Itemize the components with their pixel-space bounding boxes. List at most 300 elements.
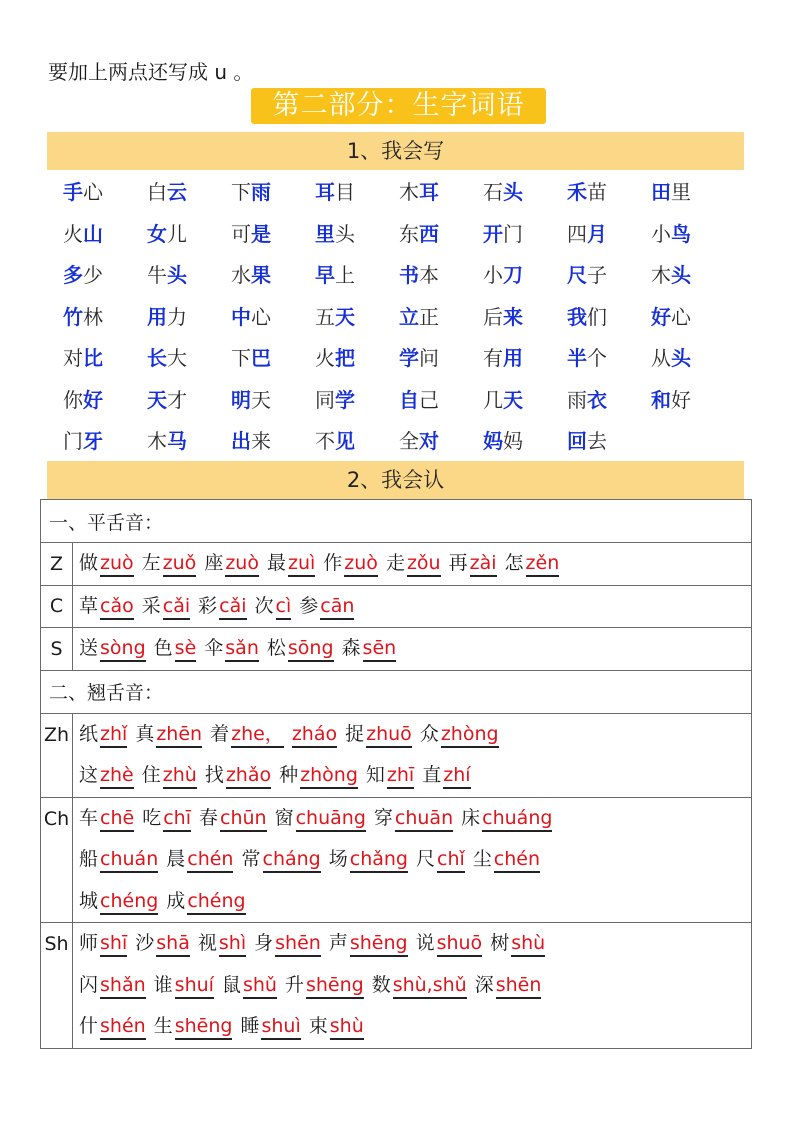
word-char: 头 [671, 346, 691, 371]
word-char: 回 [567, 429, 587, 454]
hanzi: 什 [79, 1015, 99, 1037]
pinyin-answer: chuáng [482, 806, 552, 832]
word-char: 书 [399, 263, 419, 288]
hanzi: 说 [415, 932, 435, 954]
word-char: 把 [335, 346, 355, 371]
group-content [73, 797, 752, 923]
word-item [399, 301, 483, 330]
pinyin-answer: zhī [387, 763, 414, 789]
curled-header: 二、翘舌音： [41, 670, 752, 713]
word-char: 妈 [483, 429, 503, 454]
pinyin-answer: shēng [350, 931, 408, 957]
group-key: S [41, 628, 73, 671]
hanzi: 沙 [135, 932, 155, 954]
word-char: 自 [399, 387, 419, 412]
word-item [567, 384, 651, 413]
word-item [399, 425, 483, 454]
pinyin-line [79, 923, 751, 965]
pinyin-line [79, 714, 751, 756]
hanzi: 吃 [142, 806, 162, 829]
word-char: 己 [419, 387, 439, 412]
word-item [567, 342, 651, 371]
hanzi: 视 [197, 932, 217, 954]
hanzi: 深 [474, 973, 494, 996]
hanzi: 升 [284, 973, 304, 996]
word-item [147, 342, 231, 371]
word-char: 比 [83, 346, 103, 371]
word-char: 少 [83, 263, 103, 288]
word-char: 天 [335, 304, 355, 329]
word-char: 石 [483, 180, 503, 205]
pinyin-answer: zuò [344, 551, 378, 577]
pinyin-answer: shuō [437, 931, 483, 957]
word-char: 明 [231, 387, 251, 412]
word-char: 学 [399, 346, 419, 371]
word-item [315, 176, 399, 205]
word-item [231, 301, 315, 330]
pinyin-answer: zháo [292, 722, 337, 748]
word-char: 西 [419, 221, 439, 246]
word-char: 半 [567, 346, 587, 371]
word-char: 火 [315, 346, 335, 371]
word-item [651, 218, 735, 247]
pinyin-answer: shēn [275, 931, 321, 957]
word-char: 才 [167, 387, 187, 412]
word-item [315, 425, 399, 454]
word-char: 用 [147, 304, 167, 329]
hanzi: 闪 [79, 973, 99, 996]
word-char: 是 [251, 221, 271, 246]
pinyin-line [79, 755, 751, 797]
word-char: 门 [63, 429, 83, 454]
hanzi: 生 [153, 1015, 173, 1037]
curled-header-row [41, 670, 752, 713]
word-char: 开 [483, 221, 503, 246]
word-char: 雨 [251, 180, 271, 205]
word-char: 雨 [567, 387, 587, 412]
word-char: 用 [503, 346, 523, 371]
word-char: 竹 [63, 304, 83, 329]
word-item [63, 342, 147, 371]
pinyin-line [79, 586, 751, 628]
hanzi: 知 [365, 764, 385, 786]
hanzi: 束 [308, 1015, 328, 1037]
word-char: 下 [231, 346, 251, 371]
pinyin-answer: zěn [526, 551, 560, 577]
pinyin-answer: shì [219, 931, 246, 957]
pinyin-answer: chén [494, 847, 540, 873]
word-char: 后 [483, 304, 503, 329]
word-item [147, 176, 231, 205]
hanzi: 声 [328, 932, 348, 954]
word-char: 学 [335, 387, 355, 412]
word-item [147, 301, 231, 330]
section-title: 第二部分：生字词语 [251, 88, 546, 124]
word-item [399, 384, 483, 413]
hanzi: 种 [279, 764, 299, 786]
pinyin-answer: shù,shǔ [393, 973, 467, 999]
word-char: 山 [83, 221, 103, 246]
word-char: 里 [671, 180, 691, 205]
hanzi: 睡 [240, 1015, 260, 1037]
word-char: 水 [231, 263, 251, 288]
hanzi: 采 [141, 594, 161, 617]
word-item [483, 425, 567, 454]
word-item [63, 384, 147, 413]
word-char: 五 [315, 304, 335, 329]
word-char: 火 [63, 221, 83, 246]
pinyin-answer: chuān [395, 806, 453, 832]
reading-table [40, 499, 752, 1049]
part2-title: 2、我会认 [47, 461, 744, 499]
pinyin-answer: cì [276, 594, 292, 620]
word-char: 子 [587, 263, 607, 288]
hanzi: 真 [135, 722, 155, 745]
pinyin-answer: cǎi [219, 594, 246, 620]
hanzi: 船 [79, 848, 99, 870]
word-char: 白 [147, 180, 167, 205]
hanzi: 住 [141, 764, 161, 786]
group-key: Zh [41, 713, 73, 797]
word-char: 儿 [167, 221, 187, 246]
word-char: 巴 [251, 346, 271, 371]
hanzi: 常 [241, 848, 261, 870]
pinyin-answer: sè [175, 636, 197, 662]
word-char: 中 [231, 304, 251, 329]
hanzi: 身 [254, 932, 274, 954]
word-item [399, 176, 483, 205]
pinyin-answer: zhòng [441, 722, 499, 748]
hanzi: 着 [210, 722, 230, 745]
word-item [399, 342, 483, 371]
word-item [315, 342, 399, 371]
word-char: 头 [335, 221, 355, 246]
hanzi: 师 [79, 932, 99, 954]
pinyin-answer: cǎi [163, 594, 190, 620]
part1-title: 1、我会写 [47, 132, 744, 170]
word-item [567, 301, 651, 330]
word-item [483, 342, 567, 371]
word-char: 牛 [147, 263, 167, 288]
pinyin-answer: shēng [306, 973, 364, 999]
hanzi: 捉 [345, 722, 365, 745]
pinyin-answer: shén [100, 1014, 146, 1040]
hanzi: 谁 [153, 973, 173, 996]
word-char: 你 [63, 387, 83, 412]
word-item [231, 384, 315, 413]
word-char: 出 [231, 429, 251, 454]
word-char: 我 [567, 304, 587, 329]
word-char: 木 [651, 263, 671, 288]
pinyin-line [79, 798, 751, 840]
pinyin-answer: zuò [100, 551, 134, 577]
pinyin-answer: shēng [175, 1014, 233, 1040]
pinyin-answer: sòng [100, 636, 146, 662]
hanzi: 做 [79, 552, 99, 574]
pinyin-answer: sēn [363, 636, 397, 662]
word-char: 力 [167, 304, 187, 329]
pinyin-answer: chūn [220, 806, 267, 832]
pinyin-line [79, 1006, 751, 1048]
word-char: 心 [671, 304, 691, 329]
pinyin-answer: sǎn [225, 636, 259, 662]
pinyin-answer: chéng [100, 889, 158, 915]
word-char: 耳 [419, 180, 439, 205]
group-row [41, 797, 752, 923]
word-item [231, 218, 315, 247]
word-char: 正 [419, 304, 439, 329]
word-item [651, 301, 735, 330]
word-char: 尺 [567, 263, 587, 288]
hanzi: 穿 [373, 806, 393, 829]
hanzi: 晨 [166, 848, 186, 870]
group-content [73, 585, 752, 628]
word-char: 耳 [315, 180, 335, 205]
group-content [73, 543, 752, 586]
hanzi: 直 [422, 764, 442, 786]
word-char: 个 [587, 346, 607, 371]
group-key: Sh [41, 923, 73, 1049]
word-item [483, 218, 567, 247]
hanzi: 城 [79, 889, 99, 912]
word-item [399, 218, 483, 247]
word-char: 禾 [567, 180, 587, 205]
word-char: 头 [167, 263, 187, 288]
pinyin-answer: zài [470, 551, 497, 577]
word-char: 问 [419, 346, 439, 371]
pinyin-answer: zhí [443, 763, 470, 789]
hanzi: 春 [199, 806, 219, 829]
pinyin-answer: zhǐ [100, 722, 127, 748]
pinyin-answer: zhuō [366, 722, 412, 748]
word-item [147, 259, 231, 288]
pinyin-answer: cháng [263, 847, 321, 873]
word-item [483, 259, 567, 288]
word-char: 木 [399, 180, 419, 205]
hanzi: 成 [166, 889, 186, 912]
pinyin-answer: zhēn [156, 722, 202, 748]
pinyin-answer: chī [163, 806, 191, 832]
pinyin-answer: shā [156, 931, 190, 957]
hanzi: 次 [254, 594, 274, 617]
word-item [315, 259, 399, 288]
word-char: 衣 [587, 387, 607, 412]
word-char: 下 [231, 180, 251, 205]
group-key: Z [41, 543, 73, 586]
pinyin-answer: shù [330, 1014, 364, 1040]
pinyin-answer: zǒu [407, 551, 441, 577]
word-char: 心 [83, 180, 103, 205]
pinyin-answer: chéng [187, 889, 245, 915]
hanzi: 色 [153, 637, 173, 659]
flat-header: 一、平舌音： [41, 500, 752, 543]
word-char: 小 [483, 263, 503, 288]
group-key: Ch [41, 797, 73, 923]
pinyin-answer: chǎng [350, 847, 408, 873]
hanzi: 怎 [504, 552, 524, 574]
pinyin-answer: sōng [288, 636, 334, 662]
group-row [41, 628, 752, 671]
word-char: 心 [251, 304, 271, 329]
word-item [315, 218, 399, 247]
word-item [651, 176, 735, 205]
group-row [41, 543, 752, 586]
hanzi: 座 [204, 552, 224, 574]
word-item [63, 218, 147, 247]
pinyin-answer: zhǎo [226, 763, 271, 789]
word-char: 里 [315, 221, 335, 246]
pinyin-answer: shēn [496, 973, 542, 999]
hanzi: 纸 [79, 722, 99, 745]
group-key: C [41, 585, 73, 628]
word-char: 林 [83, 304, 103, 329]
hanzi: 尘 [472, 848, 492, 870]
word-char: 女 [147, 221, 167, 246]
word-item [483, 384, 567, 413]
word-char: 有 [483, 346, 503, 371]
pinyin-answer: chén [187, 847, 233, 873]
word-item [567, 176, 651, 205]
word-char: 马 [167, 429, 187, 454]
word-char: 头 [671, 263, 691, 288]
hanzi: 众 [419, 722, 439, 745]
pinyin-answer: zuò [225, 551, 259, 577]
word-char: 小 [651, 221, 671, 246]
word-char: 天 [503, 387, 523, 412]
pinyin-answer: zhè [100, 763, 134, 789]
word-char: 多 [63, 263, 83, 288]
pinyin-answer: shuí [175, 973, 214, 999]
hanzi: 鼠 [221, 973, 241, 996]
word-item [63, 176, 147, 205]
word-item [651, 384, 735, 413]
pinyin-answer: shuì [261, 1014, 300, 1040]
hanzi: 走 [385, 552, 405, 574]
word-char: 头 [503, 180, 523, 205]
word-item [567, 218, 651, 247]
word-char: 对 [419, 429, 439, 454]
word-char: 全 [399, 429, 419, 454]
word-item [231, 342, 315, 371]
word-char: 和 [651, 387, 671, 412]
word-char: 从 [651, 346, 671, 371]
word-char: 可 [231, 221, 251, 246]
word-char: 不 [315, 429, 335, 454]
word-item [147, 218, 231, 247]
pinyin-line [79, 543, 751, 585]
group-content [73, 923, 752, 1049]
word-char: 门 [503, 221, 523, 246]
word-item [147, 384, 231, 413]
hanzi: 最 [266, 552, 286, 574]
hanzi: 车 [79, 806, 99, 829]
pinyin-line [79, 965, 751, 1007]
word-item [399, 259, 483, 288]
word-char: 目 [335, 180, 355, 205]
word-char: 上 [335, 263, 355, 288]
word-char: 本 [419, 263, 439, 288]
word-item [63, 425, 147, 454]
hanzi: 森 [341, 637, 361, 659]
word-char: 同 [315, 387, 335, 412]
word-item [147, 425, 231, 454]
word-char: 好 [671, 387, 691, 412]
pinyin-answer: shī [100, 931, 127, 957]
word-char: 苗 [587, 180, 607, 205]
hanzi: 树 [490, 932, 510, 954]
hanzi: 数 [371, 973, 391, 996]
word-char: 来 [251, 429, 271, 454]
pinyin-answer: chē [100, 806, 134, 832]
pinyin-line [79, 881, 751, 923]
hanzi: 尺 [415, 848, 435, 870]
word-char: 月 [587, 221, 607, 246]
word-char: 四 [567, 221, 587, 246]
pinyin-answer: shǎn [100, 973, 146, 999]
word-char: 妈 [503, 429, 523, 454]
group-content [73, 628, 752, 671]
word-item [651, 342, 735, 371]
word-item [567, 259, 651, 288]
word-char: 东 [399, 221, 419, 246]
word-item [231, 176, 315, 205]
pinyin-answer: chuāng [296, 806, 366, 832]
word-item [315, 384, 399, 413]
word-char: 来 [503, 304, 523, 329]
word-item [231, 259, 315, 288]
hanzi: 窗 [274, 806, 294, 829]
word-char: 刀 [503, 263, 523, 288]
word-char: 好 [83, 387, 103, 412]
word-char: 几 [483, 387, 503, 412]
group-row [41, 713, 752, 797]
hanzi: 场 [328, 848, 348, 870]
pinyin-answer: zuì [288, 551, 315, 577]
pinyin-answer: shù [511, 931, 545, 957]
word-char: 立 [399, 304, 419, 329]
word-grid [63, 170, 743, 461]
word-char: 天 [251, 387, 271, 412]
pinyin-answer: chuán [100, 847, 158, 873]
pinyin-line [79, 839, 751, 881]
hanzi: 松 [266, 637, 286, 659]
pinyin-answer: cān [320, 594, 354, 620]
hanzi: 找 [204, 764, 224, 786]
hanzi: 作 [323, 552, 343, 574]
pinyin-line [79, 628, 751, 670]
word-char: 天 [147, 387, 167, 412]
word-char: 们 [587, 304, 607, 329]
pinyin-answer: zhòng [300, 763, 358, 789]
word-item [63, 301, 147, 330]
hanzi: 伞 [204, 637, 224, 659]
pinyin-answer: cǎo [100, 594, 134, 620]
word-char: 鸟 [671, 221, 691, 246]
word-char: 果 [251, 263, 271, 288]
word-char: 好 [651, 304, 671, 329]
group-row [41, 923, 752, 1049]
pinyin-answer: chǐ [437, 847, 465, 873]
word-char: 大 [167, 346, 187, 371]
group-content [73, 713, 752, 797]
hanzi: 参 [299, 594, 319, 617]
word-char: 长 [147, 346, 167, 371]
word-char: 牙 [83, 429, 103, 454]
word-char: 对 [63, 346, 83, 371]
pinyin-answer: zhù [163, 763, 197, 789]
hanzi: 草 [79, 594, 99, 617]
word-item [483, 301, 567, 330]
